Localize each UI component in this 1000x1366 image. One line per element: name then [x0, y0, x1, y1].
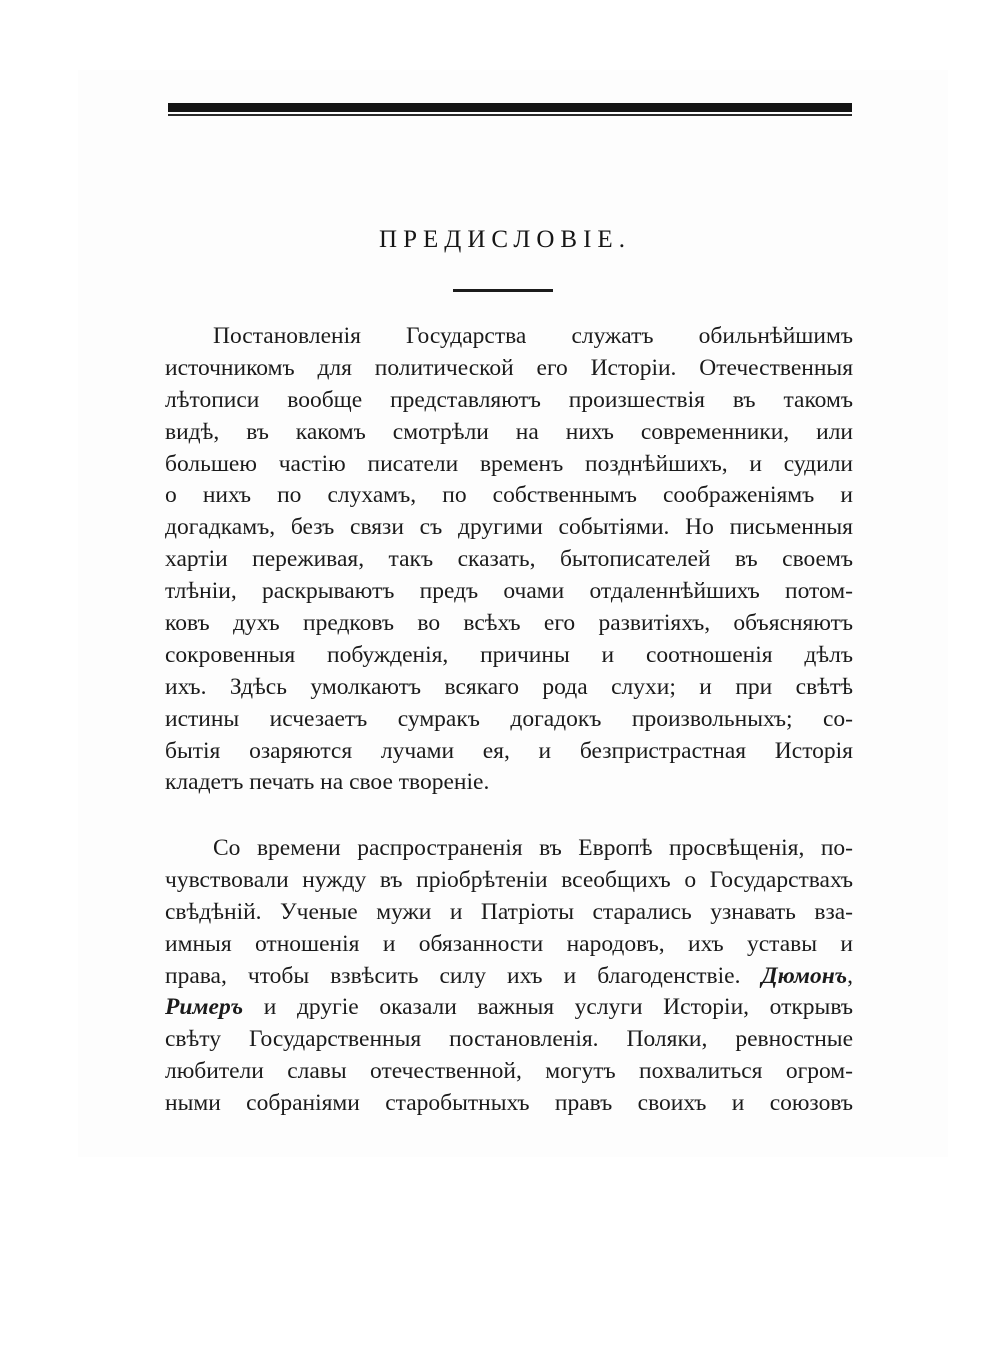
text-line: большею частію писатели временъ позднѣйшихъ, и судили [165, 450, 853, 477]
text-line: хартіи переживая, такъ сказать, бытописателей въ своемъ [165, 546, 853, 573]
text-line: догадкамъ, безъ связи съ другими событіями. Но письменныя [165, 514, 853, 541]
text-line: сокровенныя побужденія, причины и соотношенія дѣлъ [165, 641, 853, 668]
text-line: лѣтописи вообще представляютъ произшествія въ такомъ [165, 386, 853, 413]
text-line: кладетъ печать на свое твореніе. [165, 769, 490, 796]
text-line: ихъ. Здѣсь умолкаютъ всякаго рода слухи; и при свѣтѣ [165, 673, 853, 700]
text-line: Постановленія Государства служатъ обильнѣйшимъ [213, 323, 853, 349]
text-line: о нихъ по слухамъ, по собственнымъ соображеніямъ и [165, 482, 853, 509]
text-line-with-name [165, 992, 853, 1024]
author-name-rymer: Римеръ [165, 994, 244, 1021]
text-segment: права, чтобы взвѣсить силу ихъ и благоденствіе. [165, 962, 762, 989]
text-line: видѣ, въ какомъ смотрѣли на нихъ современники, или [165, 418, 853, 445]
heading-divider [453, 289, 553, 292]
text-line: свѣдѣній. Ученые мужи и Патріоты старались узнавать вза- [165, 898, 853, 925]
header-rule-thick [168, 103, 852, 112]
paragraph-2 [165, 833, 853, 1120]
text-line: истины исчезаетъ сумракъ догадокъ произвольныхъ; со- [165, 705, 853, 732]
page-heading: ПРЕДИСЛОВІЕ. [379, 226, 631, 253]
text-line: тлѣніи, раскрываютъ предъ очами отдаленнѣйшихъ потом- [165, 578, 853, 605]
text-line: ными собраніями старобытныхъ правъ своихъ и союзовъ [165, 1090, 853, 1117]
text-segment: и другіе оказали важныя услуги Исторіи, открывъ [243, 994, 853, 1021]
text-line-with-name [165, 961, 853, 993]
text-line: ковъ духъ предковъ во всѣхъ его развитіяхъ, объясняютъ [165, 610, 853, 637]
paragraph-1 [165, 321, 853, 799]
text-line: бытія озаряются лучами ея, и безпристрастная Исторія [165, 737, 853, 764]
text-segment: , [847, 962, 853, 989]
text-line: источникомъ для политической его Исторіи. Отечественныя [165, 354, 853, 381]
text-line: свѣту Государственныя постановленія. Поляки, ревностные [165, 1026, 853, 1053]
text-line: имныя отношенія и обязанности народовъ, ихъ уставы и [165, 930, 853, 957]
author-name-dumont: Дюмонъ [761, 962, 848, 989]
header-rule-thin [168, 114, 852, 116]
text-line: Со времени распространенія въ Европѣ просвѣщенія, по- [213, 835, 853, 861]
text-line: чувствовали нужду въ пріобрѣтеніи всеобщихъ о Государствахъ [165, 866, 853, 893]
text-line: любители славы отечественной, могутъ похвалиться огром- [165, 1058, 853, 1085]
